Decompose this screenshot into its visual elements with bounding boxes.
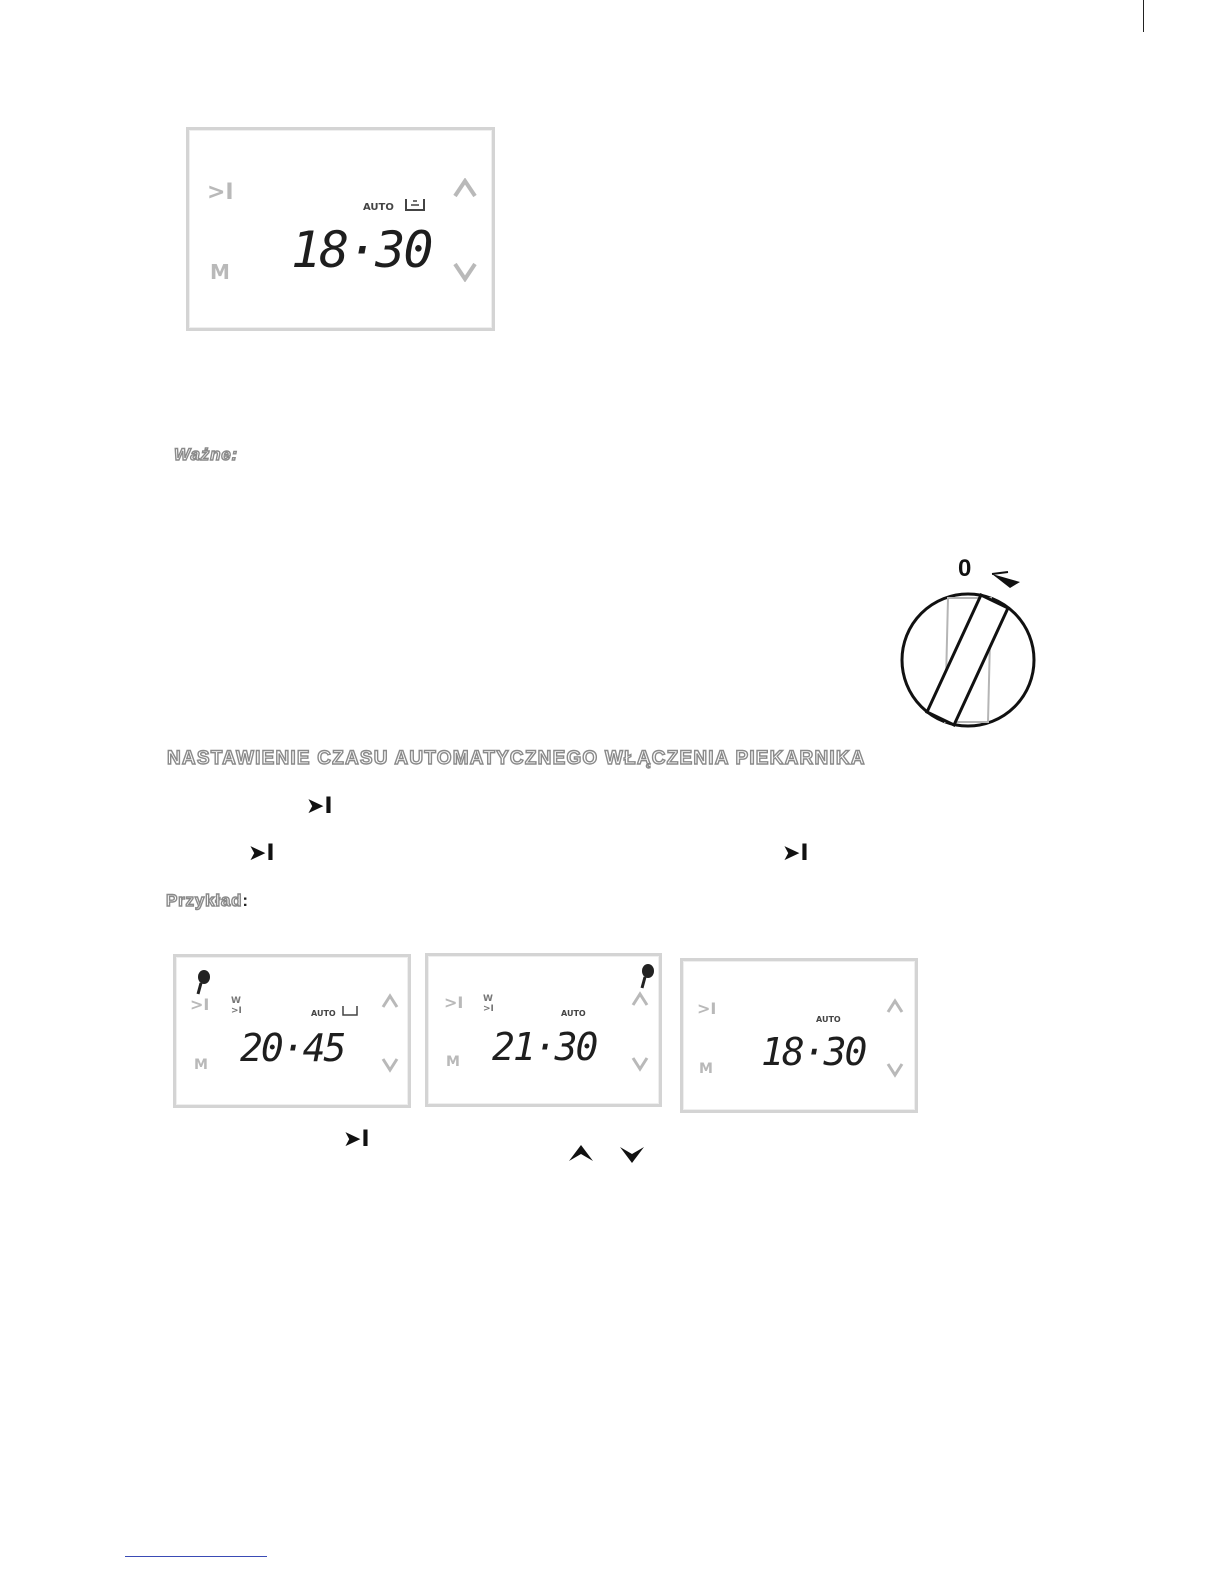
mode-button[interactable]: M xyxy=(699,1061,713,1077)
lcd-panel-example-3 xyxy=(680,958,918,1113)
section-heading: NASTAWIENIE CZASU AUTOMATYCZNEGO WŁĄCZENIA PIEKARNIKA xyxy=(167,748,866,769)
skip-icon: ➤I xyxy=(248,841,275,866)
skip-icon: ➤I xyxy=(306,794,333,819)
mode-button[interactable]: M xyxy=(210,260,230,284)
down-icon[interactable] xyxy=(381,1057,399,1076)
skip-small-icon: >I xyxy=(231,1006,242,1016)
page-edge-line xyxy=(1143,0,1144,32)
lcd-panel-top xyxy=(186,127,495,331)
auto-indicator: AUTO xyxy=(816,1015,841,1024)
up-icon[interactable] xyxy=(381,993,399,1012)
down-icon[interactable] xyxy=(631,1056,649,1075)
knob-position-label: 0 xyxy=(958,555,972,582)
knob-icon xyxy=(896,590,1040,735)
down-icon[interactable] xyxy=(453,262,477,285)
time-display: 18·30 xyxy=(761,1030,866,1074)
time-display: 18·30 xyxy=(291,221,432,279)
oven-icon xyxy=(342,1005,358,1021)
footer-rule xyxy=(125,1556,267,1557)
skip-small-icon: >I xyxy=(483,1004,494,1014)
skip-icon[interactable]: >I xyxy=(444,993,464,1012)
skip-icon[interactable]: >I xyxy=(190,995,210,1014)
step-mark-icon: W xyxy=(483,994,493,1004)
mode-button[interactable]: M xyxy=(194,1057,208,1073)
lcd-panel-example-1 xyxy=(173,954,411,1108)
skip-icon: ➤I xyxy=(782,841,809,866)
up-chevron-icon xyxy=(567,1141,595,1165)
auto-indicator: AUTO xyxy=(561,1009,586,1018)
up-icon[interactable] xyxy=(453,178,477,201)
down-icon[interactable] xyxy=(886,1062,904,1081)
note-label: Ważne: xyxy=(174,445,238,464)
time-display: 21·30 xyxy=(492,1025,597,1069)
auto-indicator: AUTO xyxy=(311,1009,336,1018)
skip-icon: ➤I xyxy=(343,1127,370,1152)
skip-icon[interactable]: >I xyxy=(207,180,234,205)
step-mark-icon: W xyxy=(231,996,241,1006)
finger-icon xyxy=(195,969,211,998)
skip-icon[interactable]: >I xyxy=(697,999,717,1018)
lcd-panel-example-2 xyxy=(425,953,662,1107)
down-chevron-icon xyxy=(618,1143,646,1167)
example-label: Przykład: xyxy=(166,891,249,910)
mode-button[interactable]: M xyxy=(446,1054,460,1070)
time-display: 20·45 xyxy=(240,1026,345,1070)
up-icon[interactable] xyxy=(631,991,649,1010)
oven-icon xyxy=(404,197,426,217)
auto-indicator: AUTO xyxy=(363,202,394,213)
up-icon[interactable] xyxy=(886,998,904,1017)
finger-icon xyxy=(639,963,655,992)
